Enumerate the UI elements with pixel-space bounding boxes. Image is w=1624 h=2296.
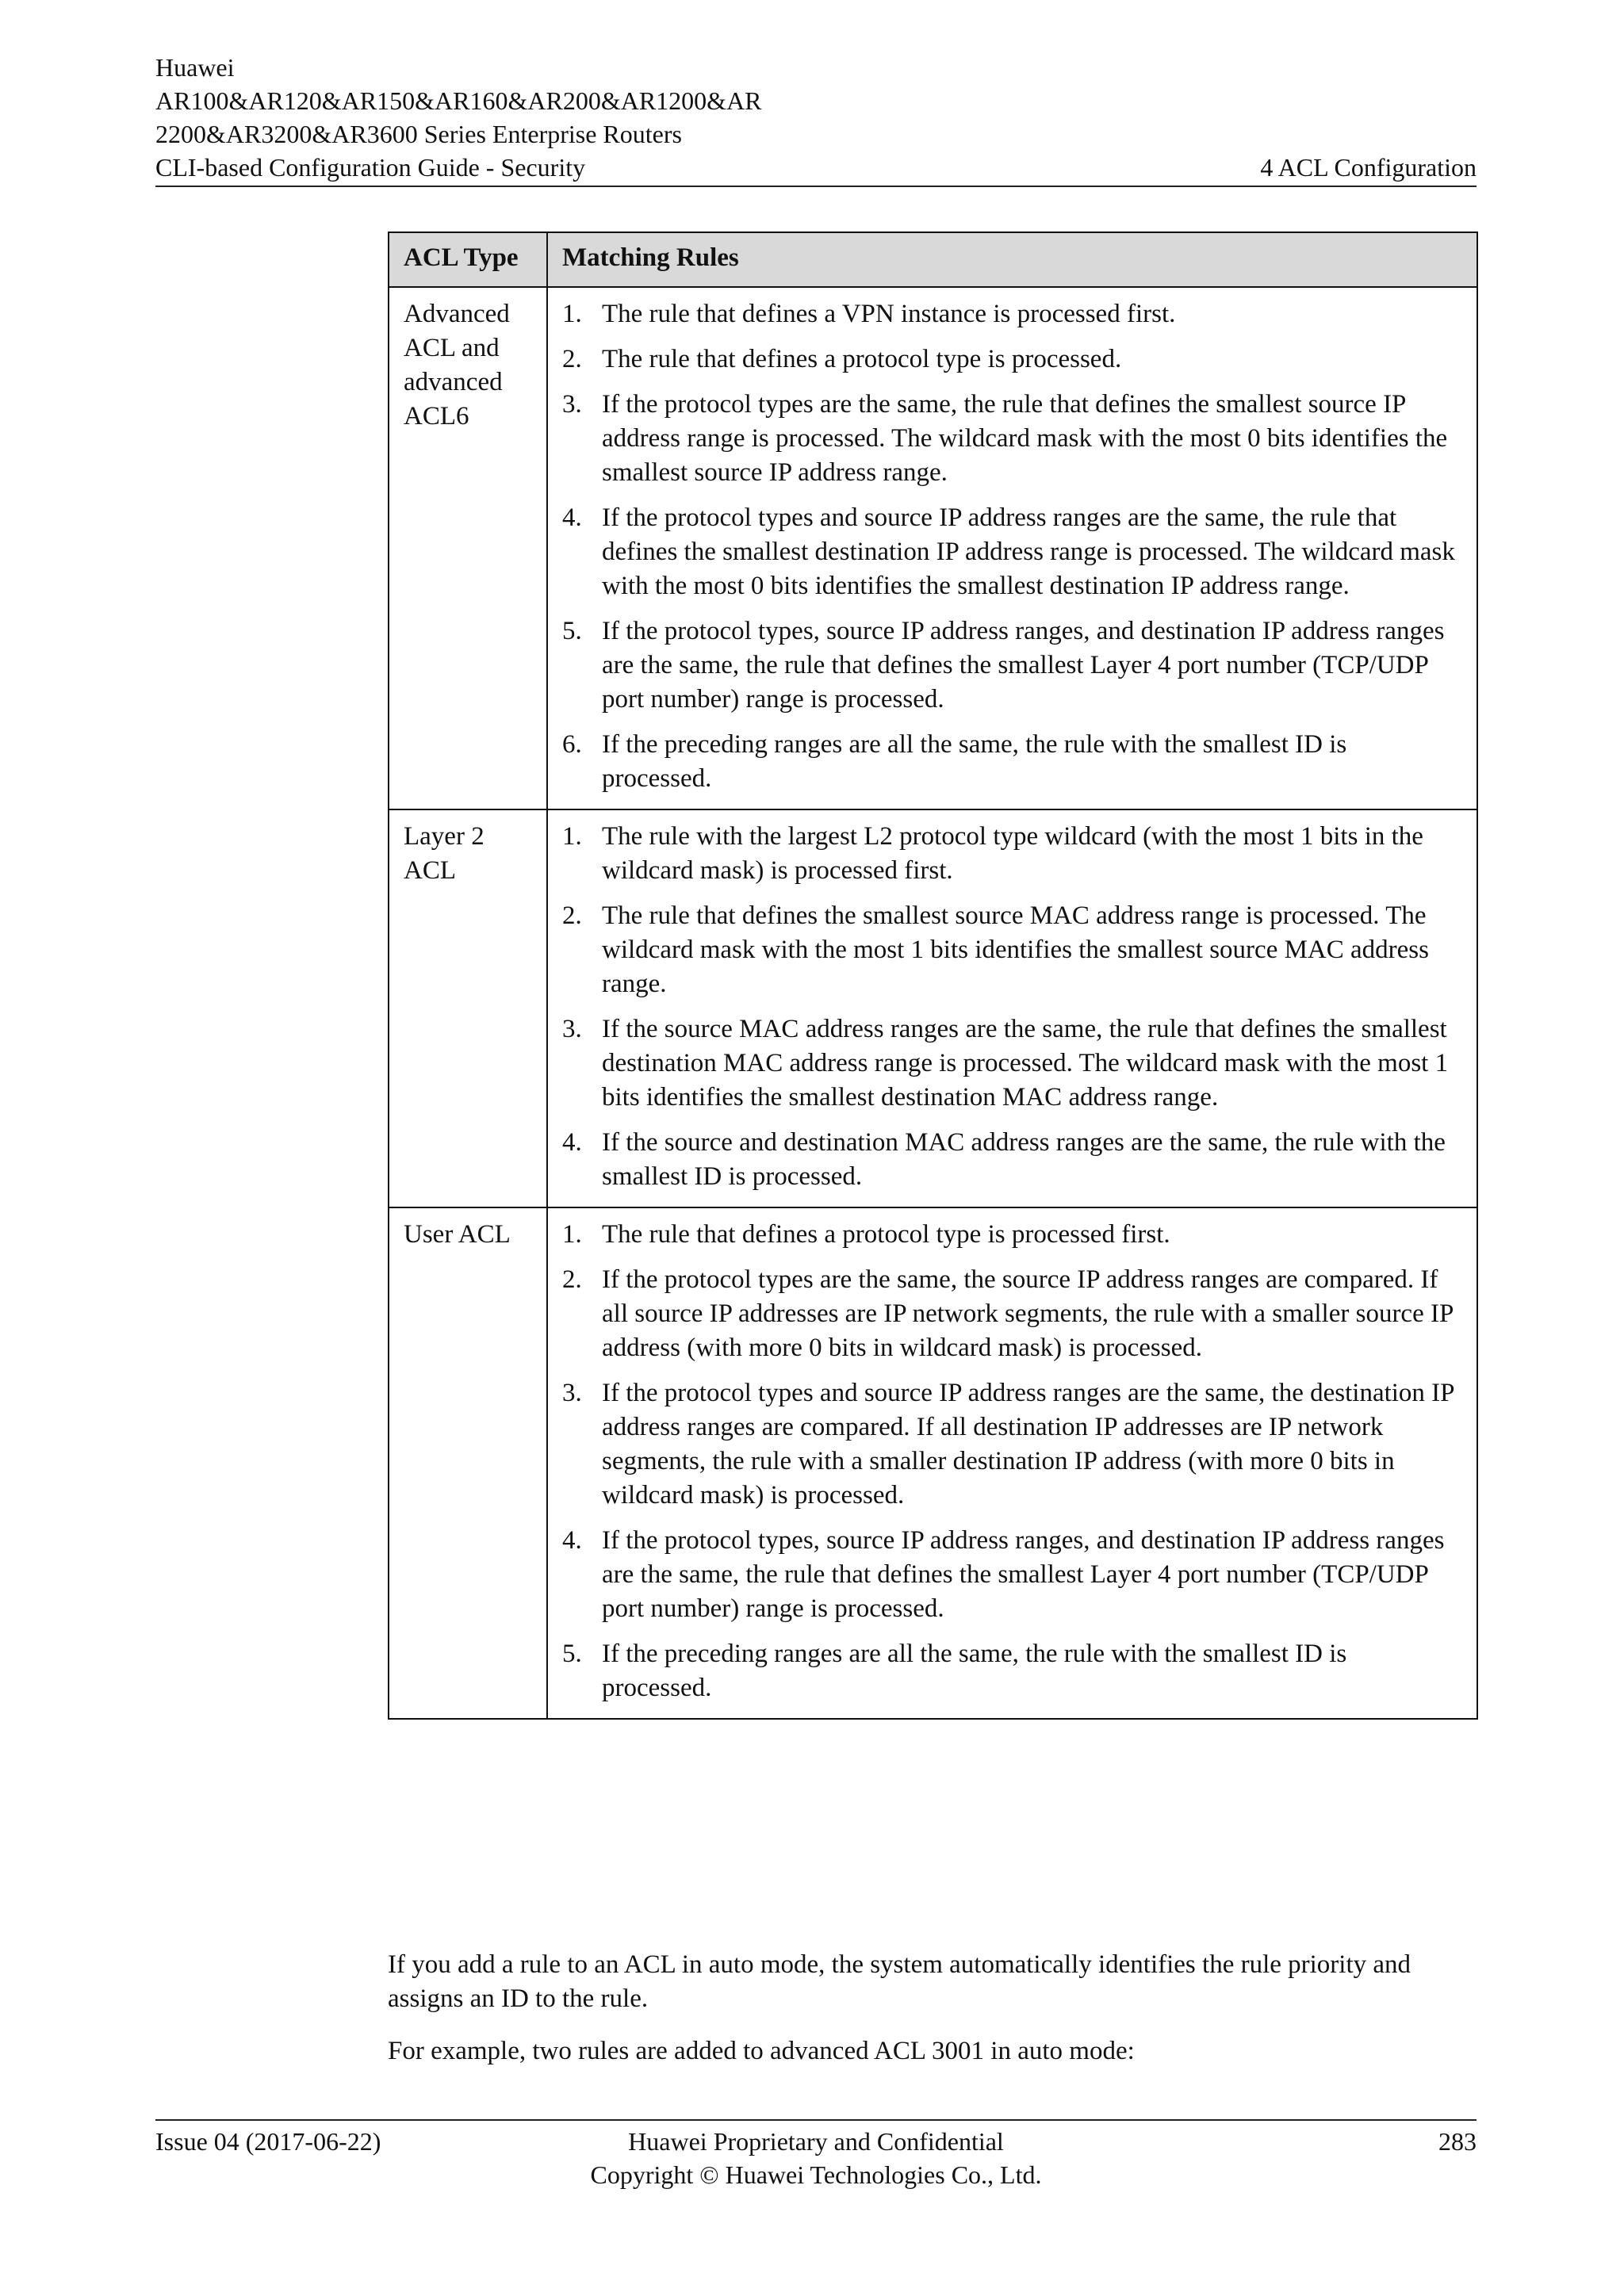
footer-copyright: Copyright © Huawei Technologies Co., Ltd. — [590, 2160, 1042, 2189]
column-header-matching-rules: Matching Rules — [547, 232, 1477, 287]
table-header-row — [389, 232, 1477, 287]
list-item: 2. The rule that defines a protocol type is processed. — [562, 345, 1122, 373]
acl-type-cell: Advanced ACL and advanced ACL6 — [389, 287, 547, 809]
footer-divider — [155, 2119, 1477, 2121]
acl-type-cell: Layer 2 ACL — [389, 809, 547, 1207]
list-item: 4. If the source and destination MAC address ranges are the same, the rule with the smallest ID is processed. — [562, 1128, 1446, 1191]
list-item: 1. The rule that defines a VPN instance is processed first. — [562, 300, 1176, 328]
list-item: 5. If the protocol types, source IP address ranges, and destination IP address ranges are the same, the rule that defines the smallest Layer 4 port number (TCP/UDP port number) range is processed. — [562, 617, 1445, 714]
rule-text: If the preceding ranges are all the same, the rule with the smallest ID is processed. — [602, 1640, 1347, 1702]
page-header — [155, 51, 1477, 184]
rule-text: The rule that defines a protocol type is processed first. — [602, 1220, 1170, 1249]
rule-text: The rule with the largest L2 protocol type wildcard (with the most 1 bits in the wildcard mask) is processed first. — [602, 822, 1423, 885]
header-company: Huawei — [155, 53, 235, 82]
list-item: 3. If the protocol types are the same, the rule that defines the smallest source IP address range is processed. The wildcard mask with the most 0 bits identifies the smallest source IP address range. — [562, 390, 1448, 487]
list-item: 3. If the protocol types and source IP address ranges are the same, the destination IP address ranges are compared. If all destination IP addresses are IP network segments, the rule with a smaller destination IP address (with more 0 bits in wildcard mask) is processed. — [562, 1379, 1454, 1510]
footer-confidentiality — [155, 2125, 1477, 2191]
rule-list — [562, 1218, 1462, 1705]
header-product-series: 2200&AR3200&AR3600 Series Enterprise Routers — [155, 120, 682, 148]
rule-text: The rule that defines the smallest source MAC address range is processed. The wildcard mask with the most 1 bits identifies the smallest source MAC address range. — [602, 901, 1429, 998]
matching-rules-table — [388, 232, 1478, 1720]
list-item: 4. If the protocol types, source IP address ranges, and destination IP address ranges are the same, the rule that defines the smallest Layer 4 port number (TCP/UDP port number) range is processed. — [562, 1526, 1445, 1623]
footer-proprietary: Huawei Proprietary and Confidential — [628, 2127, 1004, 2156]
rule-text: If the source and destination MAC address ranges are the same, the rule with the smallest ID is processed. — [602, 1128, 1446, 1191]
rule-text: The rule that defines a protocol type is processed. — [602, 345, 1122, 373]
rule-text: The rule that defines a VPN instance is processed first. — [602, 300, 1176, 328]
list-item: 3. If the source MAC address ranges are the same, the rule that defines the smallest destination MAC address range is processed. The wildcard mask with the most 1 bits identifies the smallest destination MAC address range. — [562, 1015, 1449, 1112]
rule-list — [562, 297, 1462, 796]
rule-text: If the protocol types are the same, the source IP address ranges are compared. If all source IP addresses are IP network segments, the rule with a smaller source IP address (with more 0 bits in wildcard mask) is processed. — [602, 1265, 1454, 1362]
footer-page-number: 283 — [1438, 2127, 1477, 2156]
header-chapter: 4 ACL Configuration — [1260, 153, 1477, 182]
header-divider — [155, 186, 1477, 187]
rule-text: If the protocol types and source IP address ranges are the same, the destination IP address ranges are compared. If all destination IP addresses are IP network segments, the rule with a smaller destination IP address (with more 0 bits in wildcard mask) is processed. — [602, 1379, 1454, 1510]
rule-list — [562, 820, 1462, 1194]
rule-text: If the protocol types, source IP address ranges, and destination IP address ranges are the same, the rule that defines the smallest Layer 4 port number (TCP/UDP port number) range is processed. — [602, 1526, 1445, 1623]
rules-cell — [547, 1207, 1477, 1719]
rule-text: If the source MAC address ranges are the same, the rule that defines the smallest destination MAC address range is processed. The wildcard mask with the most 1 bits identifies the smallest destination MAC address range. — [602, 1015, 1449, 1112]
list-item: 4. If the protocol types and source IP address ranges are the same, the rule that defines the smallest destination IP address range is processed. The wildcard mask with the most 0 bits identifies the smallest destination IP address range. — [562, 503, 1455, 600]
list-item: 1. The rule that defines a protocol type is processed first. — [562, 1220, 1170, 1249]
rules-cell — [547, 287, 1477, 809]
header-guide-title: CLI-based Configuration Guide - Security — [155, 153, 586, 182]
rule-text: If the preceding ranges are all the same, the rule with the smallest ID is processed. — [602, 730, 1347, 793]
table-row — [389, 287, 1477, 809]
list-item: 6. If the preceding ranges are all the same, the rule with the smallest ID is processed. — [562, 730, 1347, 793]
rule-text: If the protocol types are the same, the rule that defines the smallest source IP address range is processed. The wildcard mask with the most 0 bits identifies the smallest source IP address range. — [602, 390, 1448, 487]
table-row — [389, 1207, 1477, 1719]
column-header-acl-type: ACL Type — [389, 232, 547, 287]
rule-text: If the protocol types, source IP address ranges, and destination IP address ranges are the same, the rule that defines the smallest Layer 4 port number (TCP/UDP port number) range is processed. — [602, 617, 1445, 714]
footer-issue: Issue 04 (2017-06-22) — [155, 2127, 381, 2156]
table-row — [389, 809, 1477, 1207]
header-product-line: AR100&AR120&AR150&AR160&AR200&AR1200&AR — [155, 86, 762, 115]
list-item: 1. The rule with the largest L2 protocol type wildcard (with the most 1 bits in the wildcard mask) is processed first. — [562, 822, 1423, 885]
list-item: 2. If the protocol types are the same, the source IP address ranges are compared. If all source IP addresses are IP network segments, the rule with a smaller source IP address (with more 0 bits in wildcard mask) is processed. — [562, 1265, 1454, 1362]
list-item: 5. If the preceding ranges are all the same, the rule with the smallest ID is processed. — [562, 1640, 1347, 1702]
body-paragraph: If you add a rule to an ACL in auto mode, the system automatically identifies the rule priority and assigns an ID to the rule. — [388, 1950, 1411, 2013]
list-item: 2. The rule that defines the smallest source MAC address range is processed. The wildcard mask with the most 1 bits identifies the smallest source MAC address range. — [562, 901, 1429, 998]
body-paragraph: For example, two rules are added to advanced ACL 3001 in auto mode: — [388, 2037, 1135, 2065]
rules-cell — [547, 809, 1477, 1207]
acl-type-cell: User ACL — [389, 1207, 547, 1719]
rule-text: If the protocol types and source IP address ranges are the same, the rule that defines the smallest destination IP address range is processed. The wildcard mask with the most 0 bits identifies the smallest destination IP address range. — [602, 503, 1455, 600]
